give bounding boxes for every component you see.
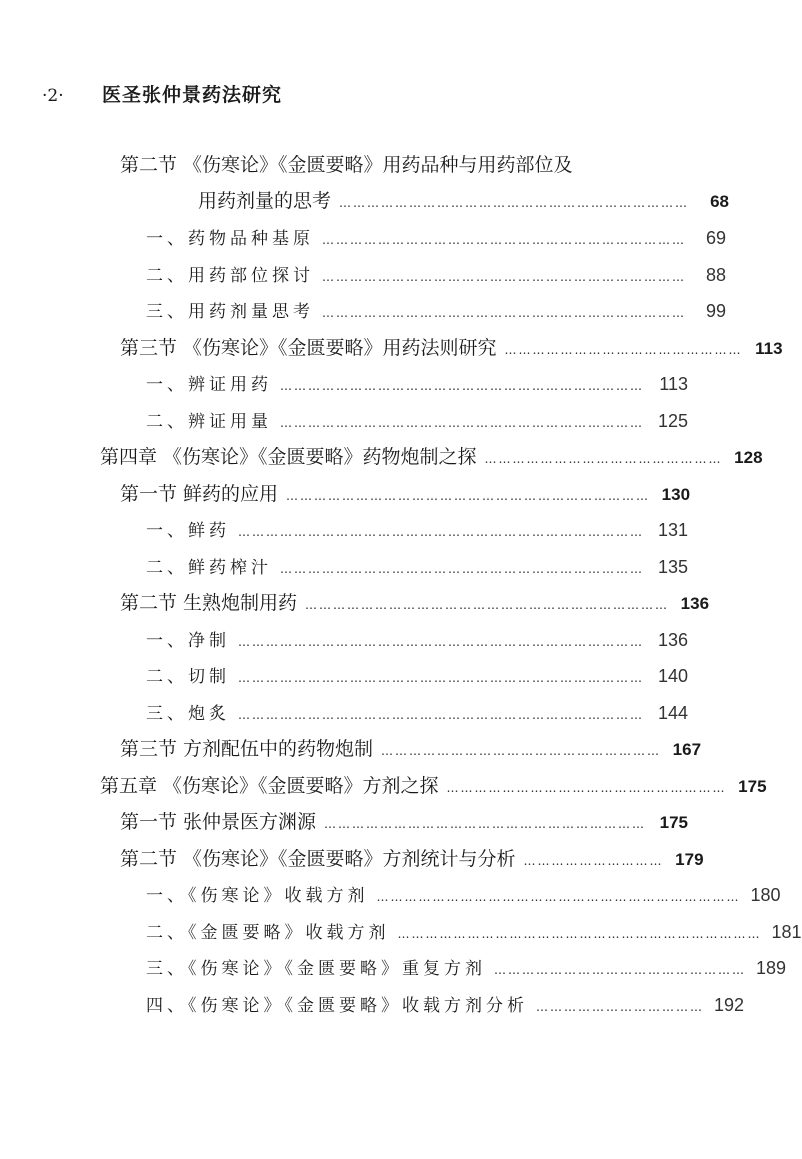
toc-page: 69 xyxy=(705,228,726,248)
leader-dots: …………………………………………………………………… xyxy=(305,598,670,612)
toc-entry xyxy=(120,480,691,508)
leader-dots: ……………………………… xyxy=(536,1000,704,1014)
toc-entry xyxy=(146,224,726,252)
toc-page: 113 xyxy=(659,374,688,394)
toc-label: 第四章 《伤寒论》《金匮要略》药物炮制之探 xyxy=(100,446,477,468)
toc-page: 131 xyxy=(657,520,688,540)
toc-entry xyxy=(146,662,688,690)
toc-page: 189 xyxy=(755,958,786,978)
toc-label: 三、用药剂量思考 xyxy=(146,302,314,322)
toc-entry xyxy=(120,589,710,617)
leader-dots: ……………………………………………… xyxy=(494,963,746,977)
toc-entry xyxy=(146,370,688,398)
toc-page: 68 xyxy=(710,192,730,211)
toc-entry xyxy=(120,334,783,362)
toc-label: 第五章 《伤寒论》《金匮要略》方剂之探 xyxy=(100,775,439,797)
toc-page: 99 xyxy=(705,301,726,321)
toc-entry xyxy=(146,699,688,727)
toc-page: 88 xyxy=(705,265,726,285)
leader-dots: ………………………………………………………………… xyxy=(339,196,690,210)
toc-label: 第二节 《伤寒论》《金匮要略》用药品种与用药部位及 xyxy=(120,154,573,176)
toc-label: 第一节 张仲景医方渊源 xyxy=(120,811,317,833)
toc-label: 三、《伤寒论》《金匮要略》重复方剂 xyxy=(146,959,486,979)
toc-page: 135 xyxy=(657,557,688,577)
toc-label: 一、净制 xyxy=(146,631,230,651)
toc-entry xyxy=(146,261,726,289)
leader-dots: …………………………………………………………… xyxy=(324,817,647,831)
toc-entry xyxy=(120,151,660,179)
page-number: ·2· xyxy=(42,86,64,106)
toc-label: 四、《伤寒论》《金匮要略》收载方剂分析 xyxy=(146,996,528,1016)
toc-entry xyxy=(120,735,702,763)
toc-page: 181 xyxy=(771,922,802,942)
toc-entry xyxy=(120,845,704,873)
toc-label: 用药剂量的思考 xyxy=(198,190,332,212)
toc-label: 第二节 生熟炮制用药 xyxy=(120,592,298,614)
toc-label: 第三节 《伤寒论》《金匮要略》用药法则研究 xyxy=(120,337,497,359)
toc-entry xyxy=(146,918,802,946)
toc-entry xyxy=(146,516,688,544)
leader-dots: …………………………………………………………………… xyxy=(280,416,644,430)
toc-page: 144 xyxy=(657,703,688,723)
toc-label: 第二节 《伤寒论》《金匮要略》方剂统计与分析 xyxy=(120,848,516,870)
leader-dots: …………………………………………………………………… xyxy=(286,489,651,503)
toc-page: 175 xyxy=(659,813,688,832)
toc-page: 179 xyxy=(675,850,704,869)
leader-dots: …………………………………………………… xyxy=(446,781,727,795)
toc-page: 140 xyxy=(657,666,688,686)
toc-entry xyxy=(146,881,781,909)
toc-entry xyxy=(198,187,730,215)
leader-dots: …………………………………………………………………………… xyxy=(238,671,644,685)
leader-dots: …………………………………………………………………… xyxy=(376,890,741,904)
toc-label: 一、药物品种基原 xyxy=(146,229,314,249)
toc-label: 一、辨证用药 xyxy=(146,375,272,395)
toc-page: 130 xyxy=(661,485,691,504)
toc-page: 125 xyxy=(657,411,688,431)
leader-dots: …………………………………………………………………………… xyxy=(238,708,644,722)
toc-entry xyxy=(146,991,744,1019)
book-title: 医圣张仲景药法研究 xyxy=(102,84,283,106)
leader-dots: …………………………………………………………………… xyxy=(322,233,686,247)
toc-page: 192 xyxy=(713,995,744,1015)
leader-dots: …………………………………………………………………… xyxy=(322,270,686,284)
leader-dots: …………………………………………………… xyxy=(381,744,662,758)
toc-label: 一、鲜药 xyxy=(146,521,230,541)
toc-label: 二、鲜药榨汁 xyxy=(146,558,272,578)
toc-page: 128 xyxy=(734,448,763,467)
leader-dots: …………………………………………… xyxy=(504,343,743,357)
toc-entry xyxy=(146,407,688,435)
toc-label: 二、用药部位探讨 xyxy=(146,266,314,286)
toc-entry xyxy=(146,297,726,325)
toc-page: 180 xyxy=(750,885,781,905)
leader-dots: ………………………… xyxy=(523,854,664,868)
leader-dots: …………………………………………………………………………… xyxy=(238,635,644,649)
leader-dots: …………………………………………………………………………… xyxy=(238,525,644,539)
toc-page: 136 xyxy=(680,594,710,613)
toc-entry xyxy=(146,626,688,654)
toc-page: 167 xyxy=(672,740,702,759)
toc-label: 三、炮炙 xyxy=(146,704,230,724)
toc-label: 一、《伤寒论》收载方剂 xyxy=(146,886,369,906)
toc-entry xyxy=(146,954,786,982)
toc-page: 113 xyxy=(755,339,783,358)
leader-dots: …………………………………………………………………… xyxy=(280,562,644,576)
toc-label: 第一节 鲜药的应用 xyxy=(120,483,279,505)
toc-entry xyxy=(100,772,767,800)
toc-page: 136 xyxy=(657,630,688,650)
toc-page: 175 xyxy=(738,777,767,796)
toc-label: 二、辨证用量 xyxy=(146,412,272,432)
leader-dots: …………………………………………………………………… xyxy=(397,927,762,941)
leader-dots: …………………………………………………………………… xyxy=(322,306,686,320)
leader-dots: …………………………………………………………………… xyxy=(280,379,644,393)
toc-entry xyxy=(146,553,688,581)
toc-entry xyxy=(120,808,688,836)
toc-entry xyxy=(100,443,763,471)
toc-label: 二、《金匮要略》收载方剂 xyxy=(146,923,390,943)
toc-label: 二、切制 xyxy=(146,667,230,687)
leader-dots: …………………………………………… xyxy=(484,452,723,466)
toc-label: 第三节 方剂配伍中的药物炮制 xyxy=(120,738,374,760)
